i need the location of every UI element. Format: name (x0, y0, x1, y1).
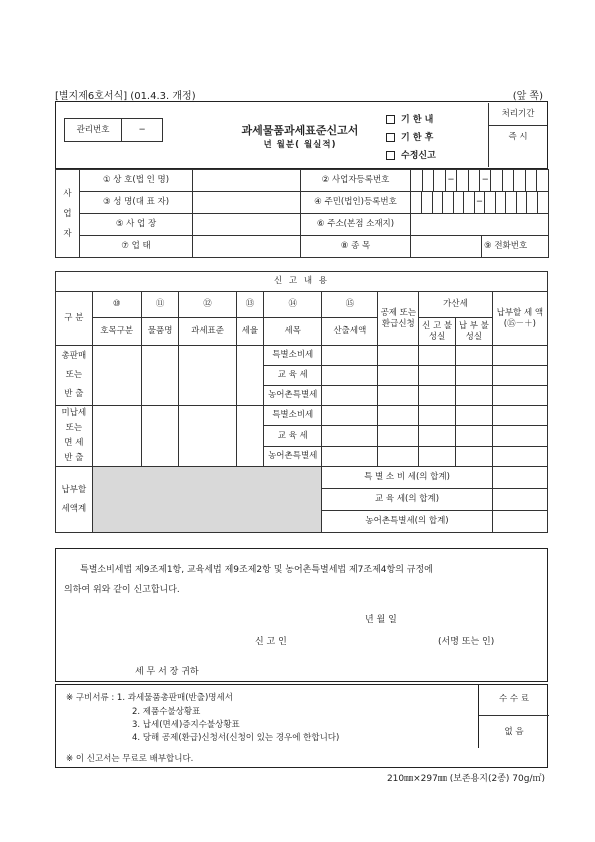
biz-reg-no-field[interactable]: ─ ─ (411, 170, 549, 192)
label-company-name: ① 상 호(법 인 명) (80, 170, 193, 192)
fee-value: 없 음 (504, 727, 524, 737)
form-title: 과세물품과세표준신고서 (241, 124, 359, 137)
representative-field[interactable] (193, 192, 301, 214)
item-label: 특별소비세 (264, 406, 322, 426)
label-resident-no: ④ 주민(법인)등록번호 (301, 192, 411, 214)
group-exempt: 미납세 또는 면 세 반 출 (56, 406, 93, 467)
col10-num: ⑩ (92, 292, 141, 318)
report-contents-table (55, 271, 548, 533)
business-type-field[interactable] (193, 236, 301, 258)
col-add2: 납 부 불성실 (455, 318, 492, 346)
reporter-label: 신 고 인 (255, 637, 287, 647)
table-row (56, 406, 548, 426)
col14-num: ⑭ (264, 292, 322, 318)
item-label: 교 육 세 (264, 366, 322, 386)
col11-num: ⑪ (141, 292, 179, 318)
total-field[interactable] (492, 511, 547, 533)
total-row-label: 특 별 소 비 세(의 합계) (322, 467, 492, 489)
resident-no-field[interactable]: ─ (411, 192, 549, 214)
mgmt-value-field[interactable]: ─ (122, 119, 163, 142)
signature-label: (서명 또는 인) (438, 637, 495, 647)
checkbox-icon[interactable] (386, 115, 395, 124)
checkbox-icon[interactable] (386, 151, 395, 160)
col-add1: 신 고 불성실 (419, 318, 456, 346)
operator-side-label: 사 업 자 (56, 170, 80, 258)
company-name-field[interactable] (193, 170, 301, 192)
item-label: 특별소비세 (264, 346, 322, 366)
col11: 물품명 (141, 318, 179, 346)
mgmt-label: 관리번호 (65, 119, 122, 142)
declaration-text-1: 특별소비세법 제9조제1항, 교육세법 제9조제2항 및 농어촌특별세법 제7조제4항의 규정에 (80, 565, 433, 575)
addressee: 세 무 서 장 귀하 (135, 667, 199, 677)
fee-box (478, 684, 549, 748)
check-within-deadline[interactable]: 기 한 내 (386, 111, 436, 129)
table-row (56, 346, 548, 366)
form-period: 년 월분( 월실적) (263, 140, 337, 150)
total-field[interactable] (492, 489, 547, 511)
label-business-place: ⑤ 사 업 장 (80, 214, 193, 236)
check-after-deadline[interactable]: 기 한 후 (386, 129, 436, 147)
total-label: 납부할 세액계 (56, 467, 93, 533)
free-notice: ※ 이 신고서는 무료로 배부합니다. (66, 754, 194, 764)
business-place-field[interactable] (193, 214, 301, 236)
item-label: 농어촌특별세 (264, 446, 322, 466)
label-business-item: ⑧ 종 목 (301, 236, 411, 258)
col-gubun: 구 분 (56, 292, 93, 346)
total-row-label: 교 육 세(의 합계) (322, 489, 492, 511)
total-field[interactable] (492, 467, 547, 489)
proc-value: 즉 시 (508, 132, 528, 142)
table-row (56, 467, 548, 489)
label-biz-reg-no: ② 사업자등록번호 (301, 170, 411, 192)
col13: 세율 (236, 318, 264, 346)
col15: 산출세액 (322, 318, 378, 346)
item-label: 농어촌특별세 (264, 386, 322, 406)
col15-num: ⑮ (322, 292, 378, 318)
col-add: 가산세 (419, 292, 492, 318)
declaration-text-2: 의하여 위와 같이 신고합니다. (64, 585, 180, 595)
management-number (64, 118, 163, 142)
check-amended[interactable]: 수정신고 (386, 147, 436, 165)
col12: 과세표준 (179, 318, 236, 346)
fee-label: 수 수 료 (479, 684, 549, 716)
attachments-label: ※ 구비서류 : 1. 과세물품총판매(반출)명세서 (66, 693, 233, 703)
attachment-item: 2. 제품수불상황표 (132, 707, 201, 717)
col14: 세목 (264, 318, 322, 346)
col10: 호목구분 (92, 318, 141, 346)
col-pay: 납부할 세 액 (⑮－＋) (492, 292, 547, 346)
checkbox-icon[interactable] (386, 133, 395, 142)
label-business-type: ⑦ 업 태 (80, 236, 193, 258)
col-deduct: 공제 또는 환급신청 (378, 292, 419, 346)
paper-spec: 210㎜×297㎜ (보존용지(2종) 70g/㎡) (386, 774, 545, 784)
label-phone: ⑨ 전화번호 (482, 236, 549, 258)
processing-period (488, 103, 547, 167)
proc-label: 처리기간 (489, 103, 547, 126)
col12-num: ⑫ (179, 292, 236, 318)
section-title: 신 고 내 용 (56, 272, 548, 292)
page-side-label: (앞 쪽) (512, 91, 543, 102)
label-representative: ③ 성 명(대 표 자) (80, 192, 193, 214)
group-sales: 총판매 또는 반 출 (56, 346, 93, 406)
attachment-item: 3. 납세(면세)증지수불상황표 (132, 720, 240, 730)
business-item-field[interactable] (411, 236, 482, 258)
label-address: ⑥ 주소(본점 소재지) (301, 214, 411, 236)
col13-num: ⑬ (236, 292, 264, 318)
shaded-area (92, 467, 322, 533)
business-operator-table (55, 169, 549, 258)
attachment-item: 4. 당해 공제(환급)신청서(신청이 있는 경우에 한합니다) (132, 733, 340, 743)
filing-type-checks (386, 111, 436, 165)
total-row-label: 농어촌특별세(의 합계) (322, 511, 492, 533)
item-label: 교 육 세 (264, 426, 322, 446)
form-id: [별지제6호서식] (01.4.3. 개정) (55, 91, 196, 102)
declaration-date: 년 월 일 (365, 615, 397, 625)
address-field[interactable] (411, 214, 549, 236)
